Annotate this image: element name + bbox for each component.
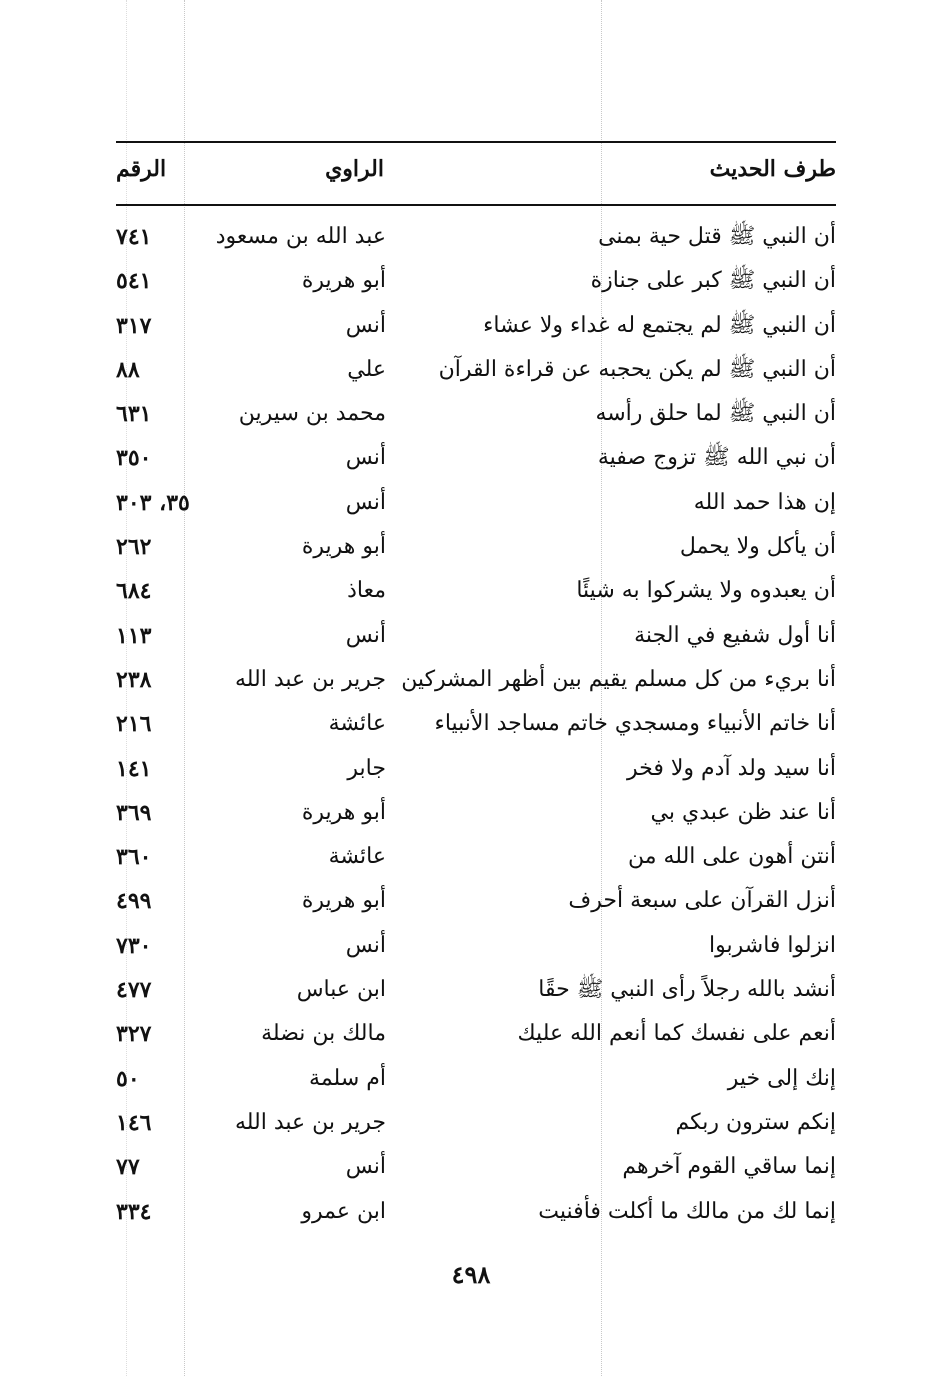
narrator-name: أنس — [345, 622, 386, 648]
table-row — [0, 971, 942, 1015]
hadith-number: ٢٣٨ — [116, 666, 152, 693]
table-row — [0, 794, 942, 838]
hadith-text: أنا بريء من كل مسلم يقيم بين أظهر المشركين — [401, 666, 836, 692]
table-row — [0, 927, 942, 971]
hadith-text: أنتن أهون على الله من — [627, 844, 836, 870]
narrator-name: جرير بن عبد الله — [234, 1109, 386, 1135]
table-row — [0, 1015, 942, 1059]
hadith-text: أن النبي ﷺ كبر على جنازة — [590, 268, 836, 294]
narrator-name: أنس — [345, 489, 386, 515]
table-row — [0, 395, 942, 439]
page-number: ٤٩٨ — [451, 1260, 491, 1289]
column-header-narrator: الراوي — [325, 156, 384, 182]
hadith-text: أنعم على نفسك كما أنعم الله عليك — [517, 1021, 836, 1047]
table-row — [0, 351, 942, 395]
hadith-number: ٣٥٠ — [116, 445, 152, 472]
column-header-number: الرقم — [116, 156, 167, 182]
hadith-text: أنشد بالله رجلاً رأى النبي ﷺ حقًا — [538, 977, 836, 1003]
hadith-number: ٤٧٧ — [116, 977, 152, 1004]
narrator-name: أنس — [345, 445, 386, 471]
hadith-text: إنما ساقي القوم آخرهم — [622, 1154, 836, 1180]
narrator-name: جابر — [347, 755, 386, 781]
hadith-text: أن النبي ﷺ لم يجتمع له غداء ولا عشاء — [483, 312, 836, 338]
hadith-number: ٣٦٩ — [116, 799, 152, 826]
hadith-text: أنزل القرآن على سبعة أحرف — [568, 888, 836, 914]
table-row — [0, 750, 942, 794]
header-bottom-rule — [116, 204, 836, 206]
table-row — [0, 705, 942, 749]
narrator-name: أبو هريرة — [301, 799, 386, 825]
narrator-name: ابن عباس — [296, 977, 386, 1003]
hadith-text: أن النبي ﷺ لما حلق رأسه — [595, 401, 836, 427]
hadith-number: ٢٦٢ — [116, 534, 152, 561]
hadith-text: أن يأكل ولا يحمل — [679, 534, 836, 560]
narrator-name: محمد بن سيرين — [238, 401, 386, 427]
hadith-number: ٨٨ — [116, 356, 140, 383]
hadith-text: أنا عند ظن عبدي بي — [650, 799, 836, 825]
table-row — [0, 838, 942, 882]
hadith-number: ٣٥، ٣٠٣ — [116, 489, 190, 516]
narrator-name: معاذ — [347, 578, 386, 604]
narrator-name: مالك بن نضلة — [261, 1021, 386, 1047]
hadith-number: ٧٣٠ — [116, 932, 152, 959]
hadith-text: إنكم سترون ربكم — [675, 1109, 836, 1135]
hadith-text: إن هذا حمد الله — [693, 489, 836, 515]
table-header — [116, 150, 836, 194]
hadith-number: ٢١٦ — [116, 711, 152, 738]
narrator-name: عائشة — [328, 711, 386, 737]
hadith-number: ١٤٦ — [116, 1109, 152, 1136]
hadith-number: ٦٣١ — [116, 401, 152, 428]
column-header-hadith: طرف الحديث — [709, 156, 836, 182]
table-row — [0, 661, 942, 705]
narrator-name: أبو هريرة — [301, 268, 386, 294]
hadith-text: إنك إلى خير — [727, 1065, 836, 1091]
table-row — [0, 1193, 942, 1237]
table-row — [0, 882, 942, 926]
hadith-number: ٣٣٤ — [116, 1198, 152, 1225]
table-row — [0, 1060, 942, 1104]
narrator-name: علي — [347, 356, 386, 382]
hadith-number: ٤٩٩ — [116, 888, 152, 915]
narrator-name: أم سلمة — [309, 1065, 386, 1091]
narrator-name: أبو هريرة — [301, 888, 386, 914]
narrator-name: أنس — [345, 932, 386, 958]
hadith-number: ٣٢٧ — [116, 1021, 152, 1048]
hadith-number: ١١٣ — [116, 622, 152, 649]
table-row — [0, 572, 942, 616]
hadith-number: ٧٤١ — [116, 224, 152, 250]
hadith-text: انزلوا فاشربوا — [709, 932, 836, 958]
hadith-number: ٦٨٤ — [116, 578, 152, 605]
narrator-name: أنس — [345, 312, 386, 338]
table-row — [0, 617, 942, 661]
table-row — [0, 1104, 942, 1148]
hadith-text: أن يعبدوه ولا يشركوا به شيئًا — [576, 578, 836, 604]
hadith-number: ٥٤١ — [116, 268, 152, 295]
narrator-name: أنس — [345, 1154, 386, 1180]
header-top-rule — [116, 141, 836, 143]
hadith-text: أن النبي ﷺ قتل حية بمنى — [598, 224, 836, 249]
hadith-text: أنا خاتم الأنبياء ومسجدي خاتم مساجد الأنبياء — [434, 711, 836, 737]
hadith-index-list — [0, 218, 942, 1237]
hadith-number: ٣١٧ — [116, 312, 152, 339]
narrator-name: جرير بن عبد الله — [234, 666, 386, 692]
table-row — [0, 484, 942, 528]
narrator-name: عبد الله بن مسعود — [215, 224, 386, 249]
hadith-number: ٣٦٠ — [116, 844, 152, 871]
table-row — [0, 218, 942, 262]
hadith-text: أنا سيد ولد آدم ولا فخر — [627, 755, 836, 781]
table-row — [0, 307, 942, 351]
hadith-number: ٧٧ — [116, 1154, 140, 1181]
narrator-name: أبو هريرة — [301, 534, 386, 560]
table-row — [0, 528, 942, 572]
hadith-text: أن النبي ﷺ لم يكن يحجبه عن قراءة القرآن — [438, 356, 836, 382]
hadith-number: ١٤١ — [116, 755, 152, 782]
narrator-name: ابن عمرو — [301, 1198, 386, 1224]
hadith-text: أنا أول شفيع في الجنة — [634, 622, 836, 648]
table-row — [0, 1148, 942, 1192]
hadith-number: ٥٠ — [116, 1065, 140, 1092]
table-row — [0, 262, 942, 306]
table-row — [0, 439, 942, 483]
hadith-text: إنما لك من مالك ما أكلت فأفنيت — [538, 1198, 836, 1224]
narrator-name: عائشة — [328, 844, 386, 870]
hadith-text: أن نبي الله ﷺ تزوج صفية — [597, 445, 836, 471]
